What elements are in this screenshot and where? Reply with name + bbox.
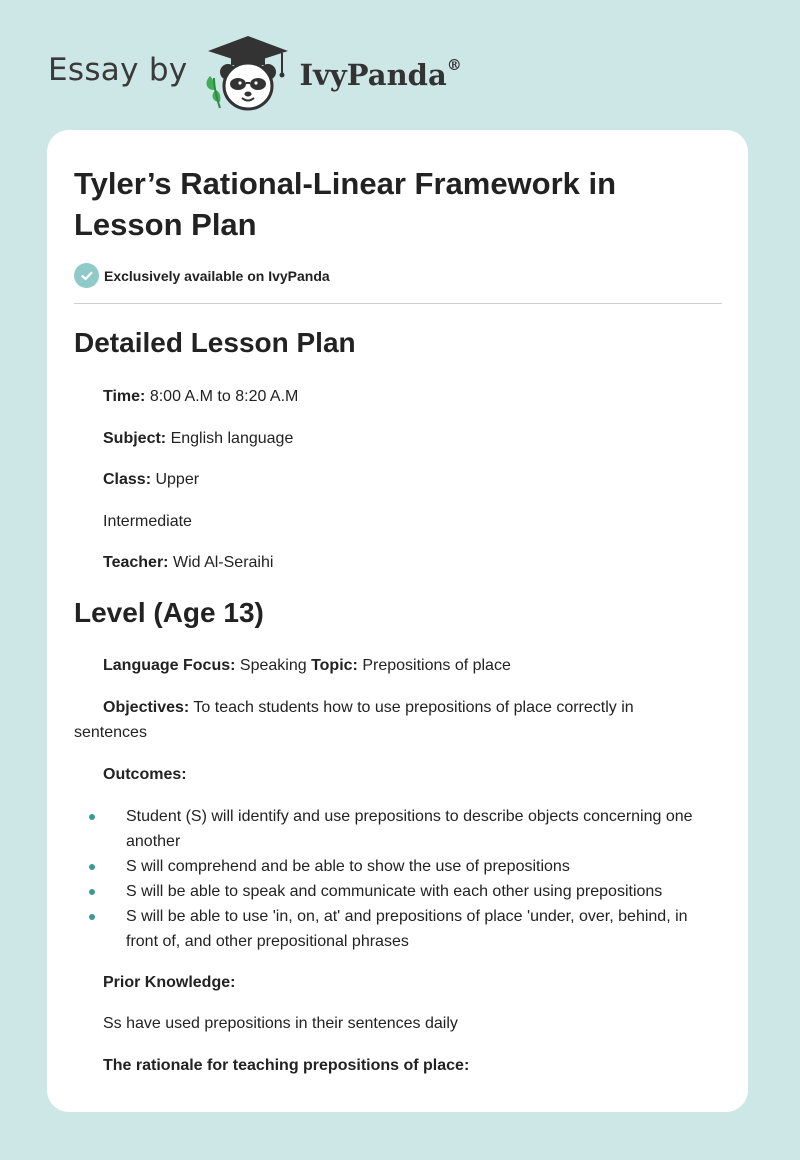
registered-mark: ® [446, 56, 462, 75]
subject-field [74, 426, 694, 451]
list-item: S will be able to speak and communicate with each other using prepositions [74, 879, 699, 904]
brand-name [300, 58, 462, 92]
exclusive-badge [74, 263, 330, 288]
prior-knowledge-heading [74, 970, 694, 995]
page-title: Tyler’s Rational-Linear Framework in Lesson Plan [74, 166, 617, 242]
essay-by-label: Essay by [48, 52, 188, 88]
teacher-value: Wid Al-Seraihi [168, 554, 274, 571]
list-item: Student (S) will identify and use prepositions to describe objects concerning one another [74, 804, 699, 854]
topic-value: Prepositions of place [357, 657, 511, 674]
rationale-label: The rationale for teaching prepositions of place: [103, 1057, 470, 1074]
class-level-value: Intermediate [103, 513, 192, 530]
list-item: S will be able to use 'in, on, at' and prepositions of place 'under, over, behind, in front of, and other prepositional phrases [74, 904, 699, 954]
class-field [74, 467, 694, 492]
class-label: Class: [103, 471, 152, 488]
outcomes-heading [74, 762, 694, 787]
teacher-label: Teacher: [103, 554, 169, 571]
essay-card [47, 130, 748, 1112]
brand-name-text: IvyPanda [299, 58, 447, 92]
subject-label: Subject: [103, 430, 167, 447]
language-focus-label: Language Focus: [103, 657, 236, 674]
objectives-field [74, 695, 694, 745]
section-heading-detailed-lesson-plan: Detailed Lesson Plan [74, 327, 356, 358]
rationale-heading [74, 1053, 694, 1078]
language-focus-field [74, 653, 694, 678]
subject-value: English language [166, 430, 294, 447]
time-field [74, 384, 694, 409]
check-circle-icon [74, 263, 99, 288]
outcomes-label: Outcomes: [103, 766, 187, 783]
time-value: 8:00 A.M to 8:20 A.M [145, 388, 299, 405]
time-label: Time: [103, 388, 146, 405]
exclusive-label: Exclusively available on IvyPanda [104, 267, 330, 284]
class-level-text [74, 509, 694, 534]
class-value: Upper [151, 471, 200, 488]
prior-knowledge-text: Ss have used prepositions in their sentences daily [103, 1015, 458, 1032]
site-header [48, 34, 548, 114]
section-heading-level: Level (Age 13) [74, 597, 264, 628]
panda-graduate-logo-icon [202, 34, 294, 114]
list-item: S will comprehend and be able to show the use of prepositions [74, 854, 699, 879]
objectives-value: To teach students how to use prepositions of place correctly in sentences [74, 699, 634, 741]
objectives-label: Objectives: [103, 699, 190, 716]
teacher-field [74, 550, 694, 575]
topic-label: Topic: [311, 657, 358, 674]
outcomes-list [74, 804, 699, 954]
language-focus-value: Speaking [235, 657, 312, 674]
divider [74, 303, 722, 304]
prior-knowledge-label: Prior Knowledge: [103, 974, 236, 991]
